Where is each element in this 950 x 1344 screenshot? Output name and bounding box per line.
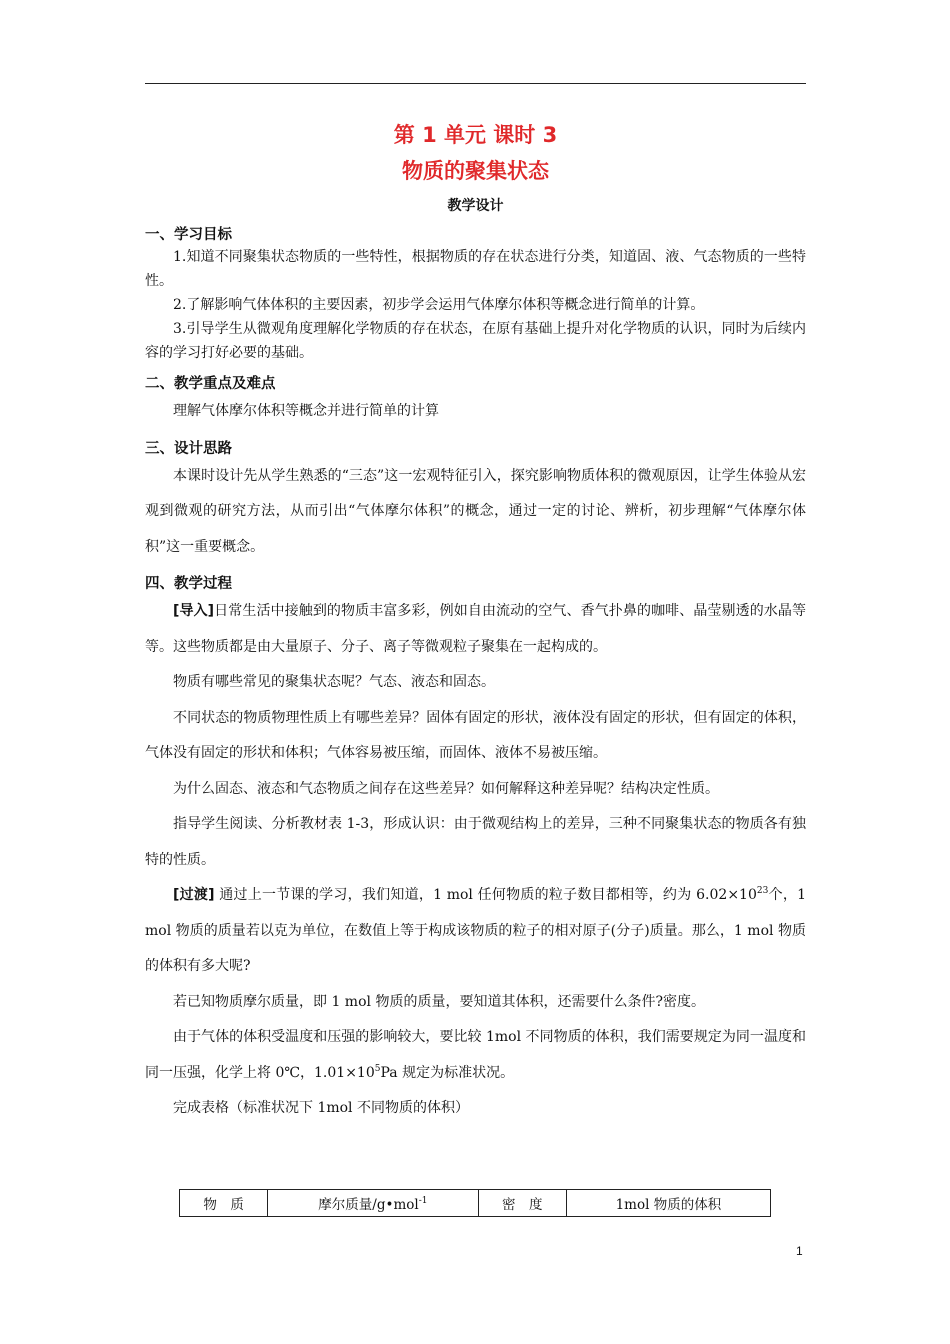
header-cell-volume: 1mol 物质的体积 xyxy=(566,1190,770,1217)
table-header-row xyxy=(180,1190,771,1217)
transition-paragraph xyxy=(145,878,806,985)
intro-tag: [导入] xyxy=(173,603,215,619)
molar-mass-label: 摩尔质量/g•mol xyxy=(318,1197,419,1213)
standard-text-b: Pa 规定为标准状况。 xyxy=(380,1064,515,1081)
design-text: 本课时设计先从学生熟悉的“三态”这一宏观特征引入，探究影响物质体积的微观原因，让学生体验从宏观到微观的研究方法，从而引出“气体摩尔体积”的概念，通过一定的讨论、辨析，初步理解“气体摩尔体积”这一重要概念。 xyxy=(145,467,806,555)
objective-item: 1.知道不同聚集状态物质的一些特性，根据物质的存在状态进行分类，知道固、液、气态物质的一些特性。 xyxy=(145,249,806,289)
intro-text: 日常生活中接触到的物质丰富多彩，例如自由流动的空气、香气扑鼻的咖啡、晶莹剔透的水晶等等。这些物质都是由大量原子、分子、离子等微观粒子聚集在一起构成的。 xyxy=(145,603,806,655)
volume-table xyxy=(179,1189,771,1217)
document-body xyxy=(145,120,806,1121)
document-subtitle: 教学设计 xyxy=(447,198,504,214)
process-paragraph: 若已知物质摩尔质量，即 1 mol 物质的质量，要知道其体积，还需要什么条件?密度。 xyxy=(173,993,705,1010)
section-heading-objectives: 一、学习目标 xyxy=(145,227,232,243)
pressure-exponent: 5 xyxy=(374,1063,381,1074)
header-cell-substance: 物 质 xyxy=(180,1190,268,1217)
header-rule xyxy=(145,83,806,84)
objective-item: 2.了解影响气体体积的主要因素，初步学会运用气体摩尔体积等概念进行简单的计算。 xyxy=(173,297,705,313)
header-cell-density: 密 度 xyxy=(478,1190,566,1217)
process-paragraph: 物质有哪些常见的聚集状态呢？气态、液态和固态。 xyxy=(173,674,495,690)
process-paragraph: 为什么固态、液态和气态物质之间存在这些差异？如何解释这种差异呢？结构决定性质。 xyxy=(173,780,719,797)
section-heading-process: 四、教学过程 xyxy=(145,576,232,592)
section-heading-key-points: 二、教学重点及难点 xyxy=(145,376,276,392)
transition-text-b: 个，1 mol 物质的质量若以克为单位，在数值上等于构成该物质的粒子的相对原子(分子)质量。那么，1 mol 物质的体积有多大呢? xyxy=(145,887,807,974)
table-caption: 完成表格（标准状况下 1mol 不同物质的体积） xyxy=(173,1100,469,1116)
objective-item: 3.引导学生从微观角度理解化学物质的存在状态，在原有基础上提升对化学物质的认识，同时为后续内容的学习打好必要的基础。 xyxy=(145,321,806,361)
avogadro-exponent: 23 xyxy=(756,886,769,896)
lesson-title: 第 1 单元 课时 3 xyxy=(393,123,558,147)
process-paragraph: 指导学生阅读、分析教材表 1-3，形成认识：由于微观结构上的差异，三种不同聚集状态的物质各有独特的性质。 xyxy=(145,816,806,868)
standard-text-a: 由于气体的体积受温度和压强的影响较大，要比较 1mol 不同物质的体积，我们需要规定为同一温度和同一压强，化学上将 0℃，1.01×10 xyxy=(145,1029,806,1081)
header-cell-molar-mass xyxy=(268,1190,478,1217)
section-heading-design: 三、设计思路 xyxy=(145,440,232,457)
page-number: 1 xyxy=(796,1244,803,1258)
topic-title: 物质的聚集状态 xyxy=(402,159,549,183)
transition-text-a: 通过上一节课的学习，我们知道，1 mol 任何物质的粒子数目都相等，约为 6.02×10 xyxy=(214,887,757,903)
process-paragraph: 不同状态的物质物理性质上有哪些差异？固体有固定的形状，液体没有固定的形状，但有固定的体积，气体没有固定的形状和体积；气体容易被压缩，而固体、液体不易被压缩。 xyxy=(145,709,806,761)
transition-tag: [过渡] xyxy=(173,887,215,903)
molar-mass-exponent: -1 xyxy=(418,1196,428,1206)
intro-paragraph xyxy=(145,594,806,665)
key-points-text: 理解气体摩尔体积等概念并进行简单的计算 xyxy=(173,403,439,419)
standard-conditions-paragraph xyxy=(145,1020,806,1091)
